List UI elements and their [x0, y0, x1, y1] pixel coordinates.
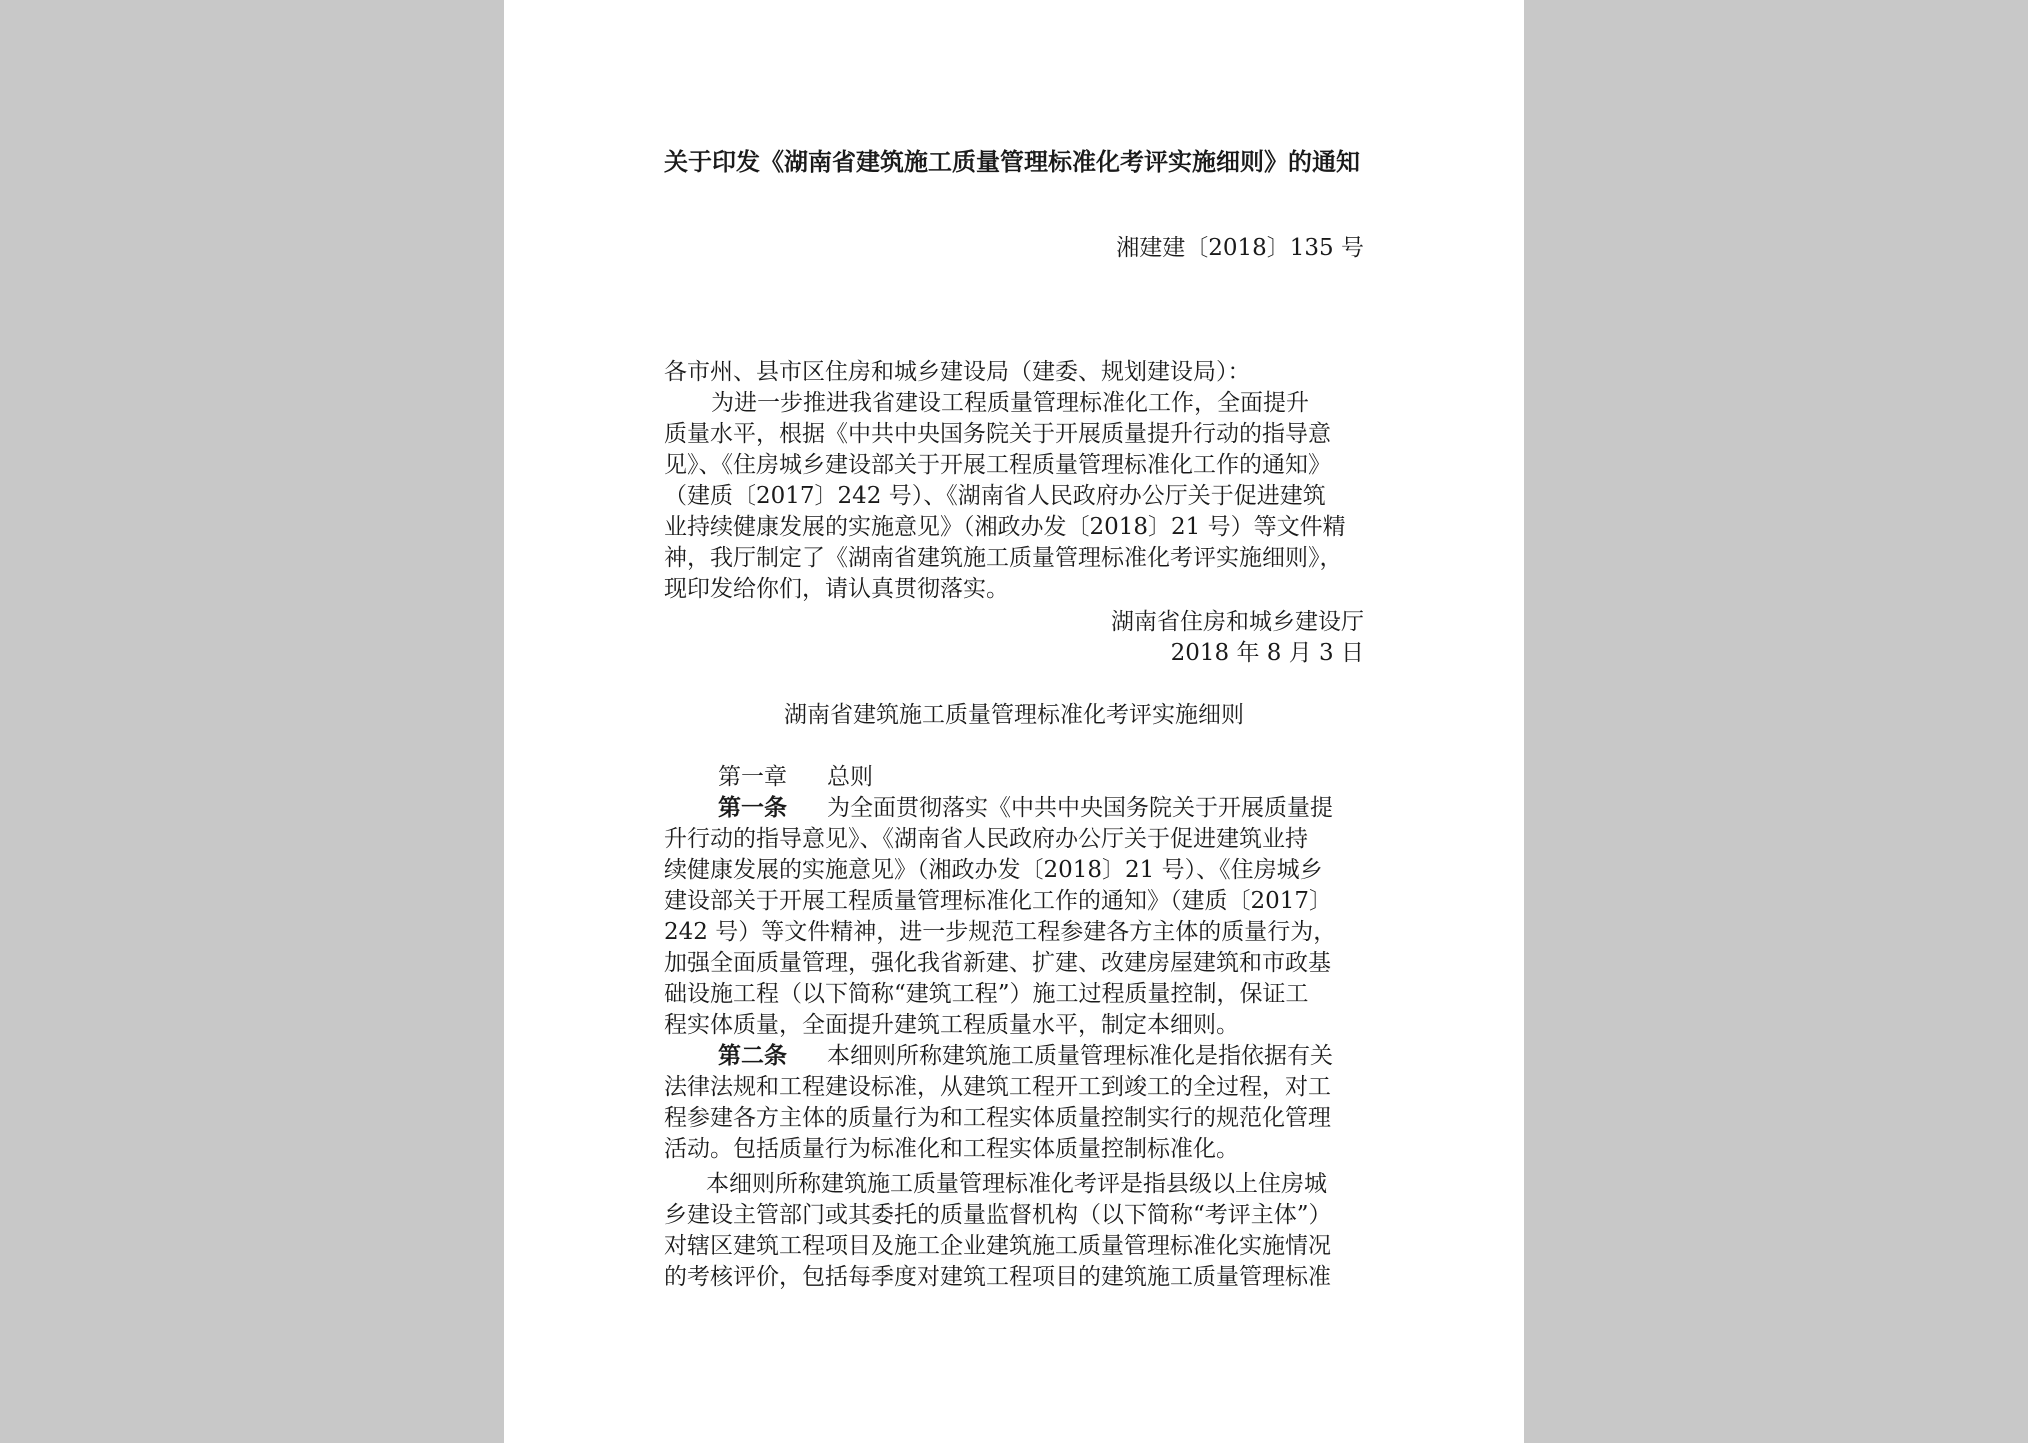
paragraph-3-line: 本细则所称建筑施工质量管理标准化考评是指县级以上住房城: [706, 1171, 1327, 1197]
chapter-heading: [718, 762, 873, 792]
notice-date: 2018 年 8 月 3 日: [1170, 640, 1364, 666]
article-1-label: 第一条: [718, 794, 787, 821]
article-2-line: 程参建各方主体的质量行为和工程实体质量控制实行的规范化管理: [664, 1105, 1331, 1131]
article-1-line: 加强全面质量管理，强化我省新建、扩建、改建房屋建筑和市政基: [664, 950, 1331, 976]
paragraph-3-line: 乡建设主管部门或其委托的质量监督机构（以下简称“考评主体”）: [664, 1202, 1332, 1228]
notice-body-line: 现印发给你们，请认真贯彻落实。: [664, 576, 1009, 602]
document-page: [504, 0, 1524, 1443]
article-2-label: 第二条: [718, 1042, 787, 1069]
paragraph-3-line: 的考核评价，包括每季度对建筑工程项目的建筑施工质量管理标准: [664, 1264, 1331, 1290]
doc-number: 湘建建〔2018〕135 号: [1116, 235, 1364, 261]
chapter-name: 总则: [827, 764, 873, 790]
notice-body-line: 见》、《住房城乡建设部关于开展工程质量管理标准化工作的通知》: [664, 452, 1331, 478]
article-1-line: 续健康发展的实施意见》（湘政办发〔2018〕21 号）、《住房城乡: [664, 857, 1323, 883]
salutation: 各市州、县市区住房和城乡建设局（建委、规划建设局）：: [664, 359, 1251, 385]
article-1-first-line: [718, 793, 1333, 823]
notice-body-line: 为进一步推进我省建设工程质量管理标准化工作，全面提升: [711, 390, 1309, 416]
article-1-line: 建设部关于开展工程质量管理标准化工作的通知》（建质〔2017〕: [664, 888, 1333, 914]
article-1-line: 程实体质量，全面提升建筑工程质量水平，制定本细则。: [664, 1012, 1239, 1038]
article-1-line: 础设施工程（以下简称“建筑工程”）施工过程质量控制，保证工: [664, 981, 1309, 1007]
rules-title: 湖南省建筑施工质量管理标准化考评实施细则: [784, 702, 1244, 728]
article-2-line: 活动。包括质量行为标准化和工程实体质量控制标准化。: [664, 1136, 1239, 1162]
article-2-line: 本细则所称建筑施工质量管理标准化是指依据有关: [827, 1043, 1333, 1069]
article-1-line: 升行动的指导意见》、《湖南省人民政府办公厅关于促进建筑业持: [664, 826, 1308, 852]
chapter-number: 第一章: [718, 764, 787, 790]
article-2-first-line: [718, 1041, 1333, 1071]
article-1-line: 242 号）等文件精神，进一步规范工程参建各方主体的质量行为，: [664, 919, 1337, 945]
notice-title: 关于印发《湖南省建筑施工质量管理标准化考评实施细则》的通知: [664, 147, 1360, 176]
article-1-line: 为全面贯彻落实《中共中央国务院关于开展质量提: [827, 795, 1333, 821]
notice-body-line: 质量水平，根据《中共中央国务院关于开展质量提升行动的指导意: [664, 421, 1331, 447]
paragraph-3-line: 对辖区建筑工程项目及施工企业建筑施工质量管理标准化实施情况: [664, 1233, 1331, 1259]
notice-body-line: 神，我厅制定了《湖南省建筑施工质量管理标准化考评实施细则》，: [664, 545, 1343, 571]
article-2-line: 法律法规和工程建设标准，从建筑工程开工到竣工的全过程，对工: [664, 1074, 1331, 1100]
notice-body-line: 业持续健康发展的实施意见》（湘政办发〔2018〕21 号）等文件精: [664, 514, 1346, 540]
signatory: 湖南省住房和城乡建设厅: [1111, 609, 1364, 635]
notice-body-line: （建质〔2017〕242 号）、《湖南省人民政府办公厅关于促进建筑: [664, 483, 1326, 509]
